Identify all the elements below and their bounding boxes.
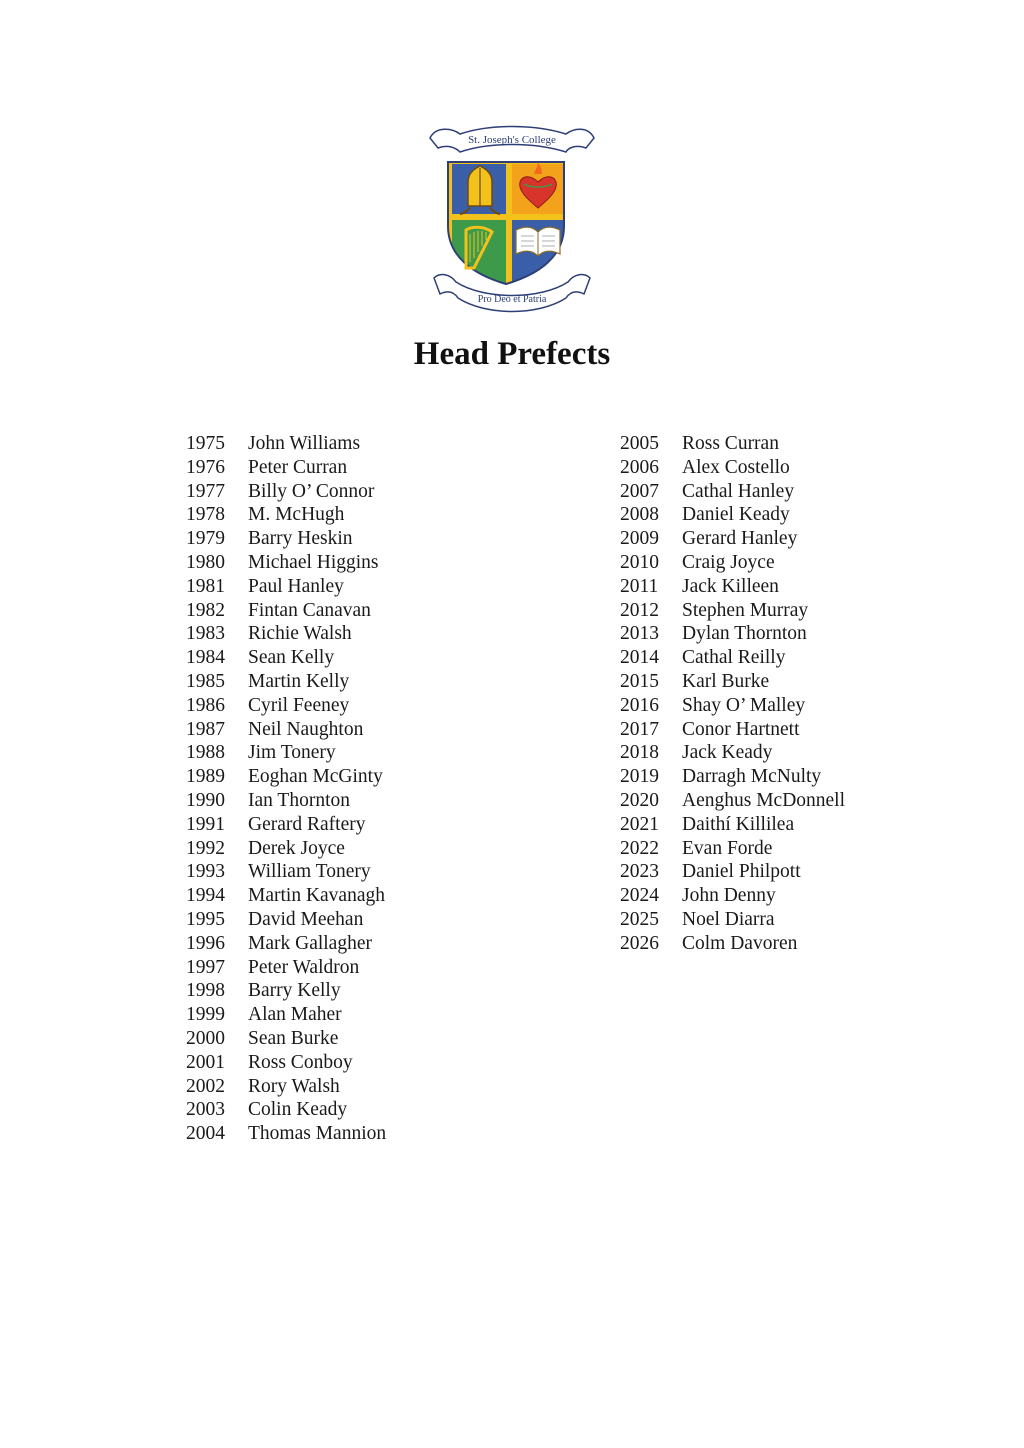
prefect-name: Eoghan McGinty [248, 766, 383, 788]
prefect-year: 2003 [186, 1099, 225, 1121]
prefect-year: 2021 [620, 813, 659, 835]
prefect-name: Cathal Reilly [682, 647, 786, 669]
prefect-entry [186, 908, 386, 932]
prefect-name: Gerard Hanley [682, 528, 798, 550]
prefect-entry [186, 765, 386, 789]
prefect-name: Colm Davoren [682, 932, 798, 954]
prefect-name: Conor Hartnett [682, 718, 800, 740]
prefect-entry [620, 741, 845, 765]
prefect-entry [620, 670, 845, 694]
prefect-entry [620, 551, 845, 575]
prefect-entry [186, 432, 386, 456]
prefect-entry [620, 932, 845, 956]
prefect-entry [186, 718, 386, 742]
prefect-entry [186, 741, 386, 765]
prefect-year: 1987 [186, 718, 225, 740]
prefect-entry [186, 551, 386, 575]
prefect-name: Alan Maher [248, 1004, 342, 1026]
prefect-name: Craig Joyce [682, 551, 775, 573]
crest-shield [448, 162, 564, 286]
prefect-entry [186, 813, 386, 837]
prefect-entry [186, 670, 386, 694]
prefect-name: Jim Tonery [248, 742, 336, 764]
prefect-name: Mark Gallagher [248, 932, 372, 954]
prefect-name: Darragh McNulty [682, 766, 822, 788]
prefect-name: John Williams [248, 433, 361, 454]
prefect-entry [186, 694, 386, 718]
prefect-year: 2023 [620, 861, 659, 883]
prefect-entry [620, 599, 845, 623]
prefect-entry [186, 789, 386, 813]
prefect-entry [186, 932, 386, 956]
prefect-entry [186, 575, 386, 599]
prefect-name: Daniel Philpott [682, 861, 801, 883]
prefect-entry [620, 646, 845, 670]
prefect-year: 1981 [186, 575, 225, 597]
prefect-year: 2017 [620, 718, 659, 740]
prefect-year: 2026 [620, 932, 659, 954]
crest-top-banner [430, 127, 594, 153]
prefect-entry [186, 1003, 386, 1027]
prefect-year: 2010 [620, 551, 659, 573]
prefect-year: 1985 [186, 670, 225, 692]
prefect-year: 2022 [620, 837, 659, 859]
prefect-entry [620, 765, 845, 789]
prefect-name: Derek Joyce [248, 837, 345, 859]
prefect-year: 2018 [620, 742, 659, 764]
prefect-year: 1983 [186, 623, 225, 645]
prefect-year: 1996 [186, 932, 225, 954]
prefect-entry [620, 694, 845, 718]
prefect-name: David Meehan [248, 908, 364, 930]
prefect-name: Thomas Mannion [248, 1123, 387, 1145]
prefect-year: 1980 [186, 551, 225, 573]
prefect-name: Cyril Feeney [248, 694, 350, 716]
prefect-name: Martin Kavanagh [248, 885, 385, 907]
prefect-entry [186, 1027, 386, 1051]
prefect-year: 1997 [186, 956, 225, 978]
prefect-year: 2008 [620, 504, 659, 526]
prefect-name: Barry Kelly [248, 980, 341, 1002]
prefect-name: Alex Costello [682, 456, 790, 478]
prefect-name: M. McHugh [248, 504, 345, 526]
prefect-entry [186, 599, 386, 623]
prefect-year: 1994 [186, 885, 225, 907]
prefect-year: 2015 [620, 670, 659, 692]
prefect-entry [620, 480, 845, 504]
prefect-year: 1988 [186, 742, 225, 764]
prefect-year: 2005 [620, 433, 659, 454]
prefect-entry [186, 527, 386, 551]
prefect-name: Rory Walsh [248, 1075, 340, 1097]
prefect-year: 2012 [620, 599, 659, 621]
prefect-entry [620, 884, 845, 908]
prefect-name: Colin Keady [248, 1099, 348, 1121]
prefect-entry [186, 622, 386, 646]
prefect-entry [620, 503, 845, 527]
prefect-entry [620, 908, 845, 932]
prefect-name: Noel Diarra [682, 908, 775, 930]
prefect-entry [620, 432, 845, 456]
prefect-year: 1991 [186, 813, 225, 835]
head-prefects-list-left [186, 432, 386, 1146]
prefect-year: 1984 [186, 647, 225, 669]
prefect-name: Dylan Thornton [682, 623, 807, 645]
prefect-entry [186, 456, 386, 480]
prefect-entry [620, 456, 845, 480]
prefect-year: 2000 [186, 1027, 225, 1049]
prefect-year: 1982 [186, 599, 225, 621]
prefect-year: 1979 [186, 528, 225, 550]
prefect-name: Ross Conboy [248, 1051, 353, 1073]
prefect-year: 1995 [186, 908, 225, 930]
crest-motto-bottom: Pro Deo et Patria [477, 294, 547, 305]
prefect-name: Evan Forde [682, 837, 773, 859]
prefect-entry [186, 956, 386, 980]
prefect-name: Karl Burke [682, 670, 770, 692]
prefect-entry [620, 718, 845, 742]
prefect-year: 1999 [186, 1004, 225, 1026]
prefect-entry [620, 860, 845, 884]
prefect-name: John Denny [682, 885, 776, 907]
prefect-name: Jack Killeen [682, 575, 779, 597]
prefect-name: Barry Heskin [248, 528, 353, 550]
prefect-year: 2011 [620, 575, 659, 597]
prefect-year: 2025 [620, 908, 659, 930]
prefect-name: Daniel Keady [682, 504, 790, 526]
prefect-year: 1986 [186, 694, 225, 716]
prefect-name: Stephen Murray [682, 599, 809, 621]
prefect-name: Richie Walsh [248, 623, 352, 645]
prefect-year: 1989 [186, 766, 225, 788]
prefect-name: Sean Burke [248, 1027, 339, 1049]
open-book-icon [516, 227, 560, 256]
prefect-name: Michael Higgins [248, 551, 379, 573]
prefect-entry [186, 1075, 386, 1099]
prefect-year: 1978 [186, 504, 225, 526]
prefect-name: Martin Kelly [248, 670, 350, 692]
prefect-entry [186, 979, 386, 1003]
prefect-name: Aenghus McDonnell [682, 789, 846, 811]
prefect-year: 1990 [186, 789, 225, 811]
prefect-entry [620, 837, 845, 861]
prefect-entry [186, 503, 386, 527]
school-crest-logo [400, 122, 624, 318]
prefect-entry [620, 575, 845, 599]
prefect-year: 2024 [620, 885, 659, 907]
prefect-name: Neil Naughton [248, 718, 364, 740]
prefect-year: 2004 [186, 1123, 225, 1145]
prefect-name: Paul Hanley [248, 575, 344, 597]
prefect-entry [620, 527, 845, 551]
prefect-name: Jack Keady [682, 742, 773, 764]
prefect-entry [620, 622, 845, 646]
prefect-year: 1998 [186, 980, 225, 1002]
prefect-name: Sean Kelly [248, 647, 335, 669]
prefect-name: Billy O’ Connor [248, 480, 375, 502]
prefect-year: 1977 [186, 480, 225, 502]
prefect-entry [186, 1098, 386, 1122]
prefect-year: 2001 [186, 1051, 225, 1073]
prefect-name: Daithí Killilea [682, 813, 795, 835]
prefect-name: Shay O’ Malley [682, 694, 806, 716]
prefect-entry [186, 646, 386, 670]
page-title: Head Prefects [413, 336, 611, 372]
prefect-name: Cathal Hanley [682, 480, 795, 502]
prefect-entry [620, 813, 845, 837]
prefect-year: 1992 [186, 837, 225, 859]
prefect-name: Ian Thornton [248, 789, 350, 811]
prefect-year: 2019 [620, 766, 659, 788]
prefect-year: 1975 [186, 433, 225, 454]
prefect-year: 2016 [620, 694, 659, 716]
prefect-name: William Tonery [248, 861, 371, 883]
prefect-entry [620, 789, 845, 813]
crest-motto-top: St. Joseph's College [468, 134, 556, 146]
prefect-year: 2002 [186, 1075, 225, 1097]
prefect-year: 1976 [186, 456, 225, 478]
prefect-entry [186, 884, 386, 908]
prefect-name: Ross Curran [682, 433, 779, 454]
prefect-entry [186, 837, 386, 861]
prefect-entry [186, 1122, 386, 1146]
prefect-entry [186, 480, 386, 504]
head-prefects-list-right [620, 432, 845, 956]
prefect-year: 1993 [186, 861, 225, 883]
prefect-name: Gerard Raftery [248, 813, 366, 835]
prefect-name: Fintan Canavan [248, 599, 371, 621]
prefect-entry [186, 1051, 386, 1075]
prefect-name: Peter Waldron [248, 956, 360, 978]
prefect-year: 2020 [620, 789, 659, 811]
prefect-year: 2006 [620, 456, 659, 478]
prefect-entry [186, 860, 386, 884]
prefect-year: 2007 [620, 480, 659, 502]
prefect-year: 2009 [620, 528, 659, 550]
prefect-year: 2013 [620, 623, 659, 645]
prefect-year: 2014 [620, 647, 659, 669]
prefect-name: Peter Curran [248, 456, 348, 478]
